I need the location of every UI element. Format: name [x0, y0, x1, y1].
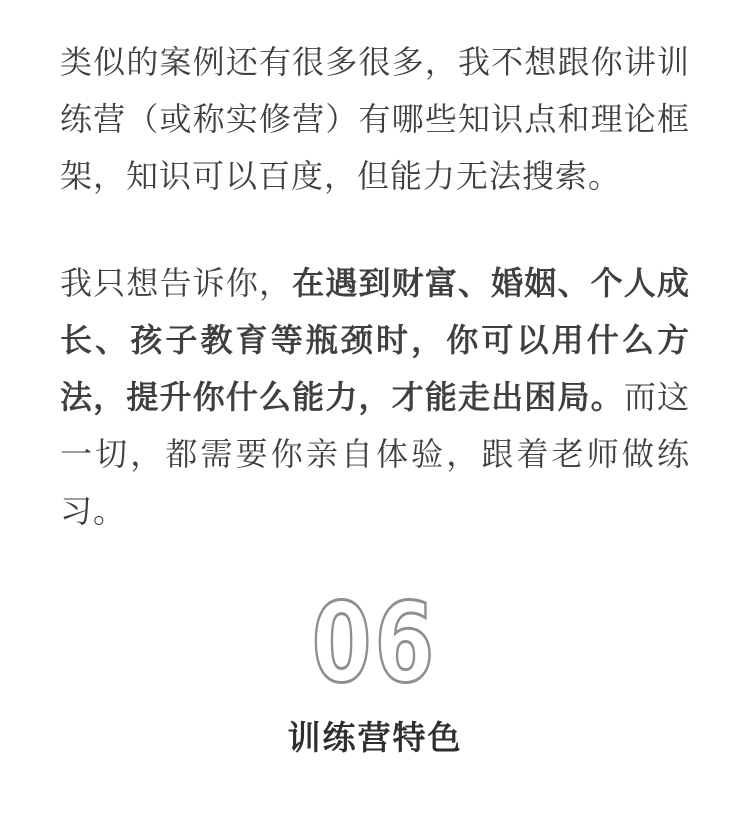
- paragraph-message-emphasis: 在遇到财富、婚姻、个人成长、孩子教育等瓶颈时，你可以用什么方法，提升你什么能力，才能走出困局。: [60, 265, 690, 415]
- section-number-block: [60, 579, 690, 707]
- paragraph-message-lead: 我只想告诉你，: [60, 265, 293, 301]
- paragraph-message: [60, 255, 690, 540]
- section-number-outline: 06: [312, 579, 438, 707]
- paragraph-message-tail: 而这一切，都需要你亲自体验，跟着老师做练习。: [60, 379, 690, 529]
- paragraph-intro: 类似的案例还有很多很多，我不想跟你讲训练营（或称实修营）有哪些知识点和理论框架，知识可以百度，但能力无法搜索。: [60, 44, 690, 194]
- section-title: 训练营特色: [287, 719, 463, 756]
